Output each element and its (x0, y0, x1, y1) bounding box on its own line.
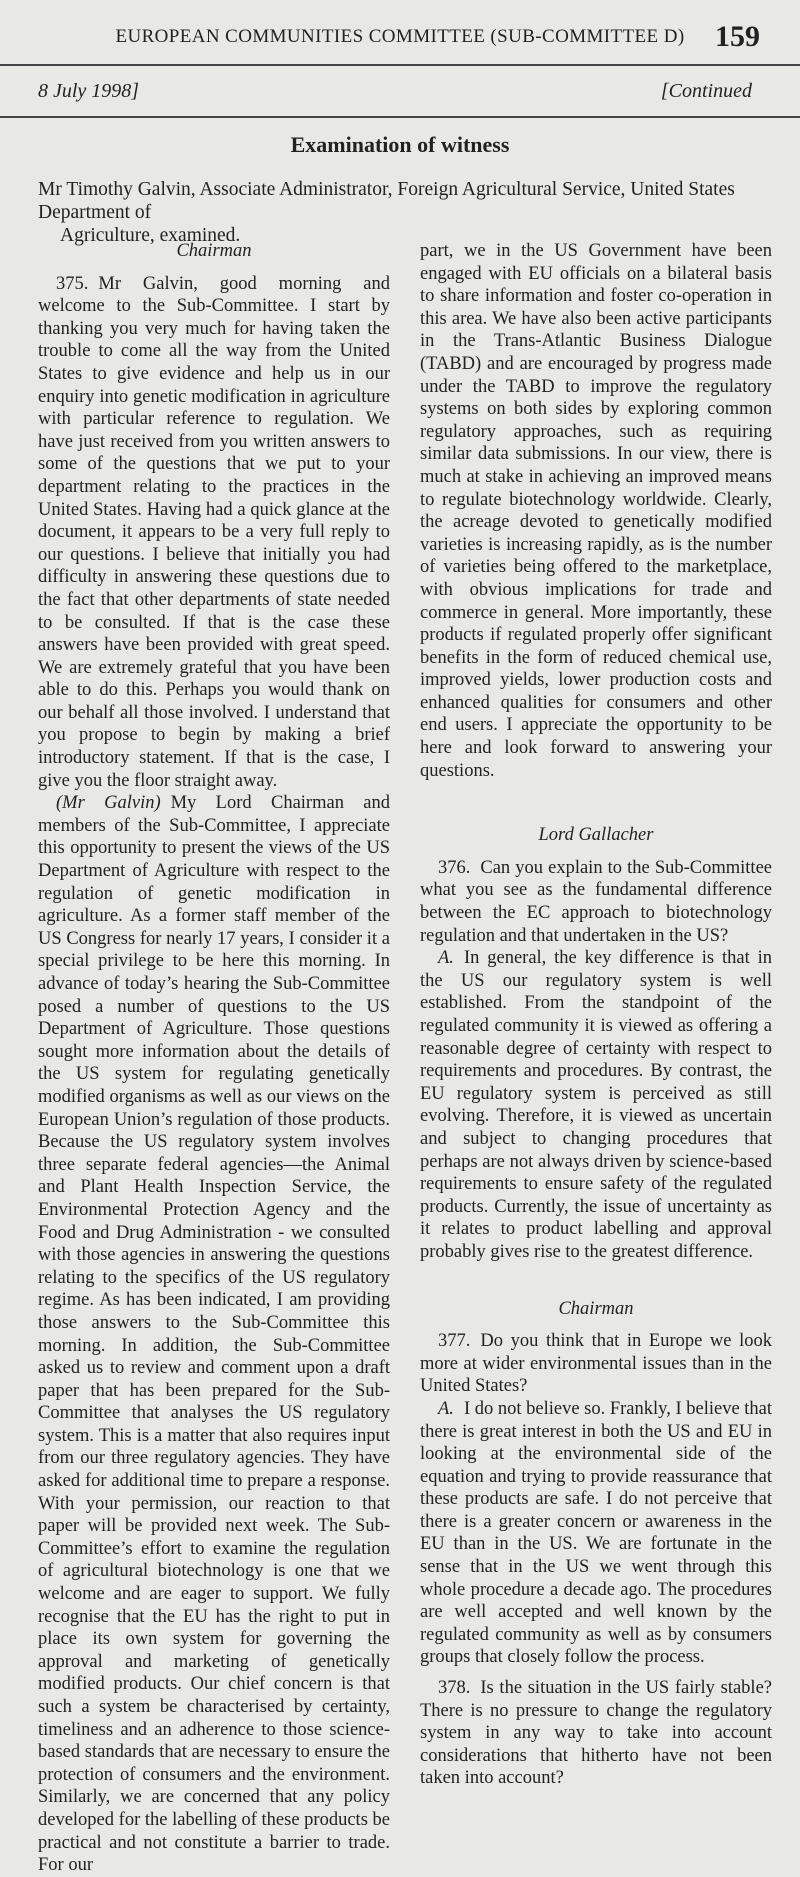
answer-label: A. (438, 1398, 454, 1419)
speaker-heading: Chairman (176, 241, 252, 261)
subheader-rule (0, 116, 800, 118)
answer-375 (38, 792, 390, 1877)
speaker-heading: Chairman (558, 1298, 634, 1319)
witness-line-1: Mr Timothy Galvin, Associate Administrator, Foreign Agricultural Service, United States Department of (38, 179, 735, 223)
question-text: Can you explain to the Sub-Committee what you see as the fundamental difference between the EC approach to biotechnology regulation and that undertaken in the US? (420, 857, 772, 946)
speaker-heading: Lord Gallacher (538, 825, 654, 846)
question-number: 377. (438, 1331, 471, 1352)
answer-text: In general, the key difference is that in the US our regulatory system is well established. From the standpoint of the regulated community it is viewed as offering a reasonable degree of certainty with respect to requirements and procedures. By contrast, the EU regulatory system is perceived as still evolving. Therefore, it is viewed as uncertain and subject to changing procedures that perhaps are not always driven by science-based requirements to ensure safety of the regulated products. Currently, the issue of uncertainty as it relates to product labelling and approval probably gives rise to the greatest difference. (420, 948, 772, 1262)
page-number: 159 (715, 20, 760, 53)
spacer (420, 782, 772, 824)
question-375 (38, 273, 390, 793)
witness-description (38, 178, 768, 247)
question-number: 376. (438, 857, 471, 878)
question-number: 378. (438, 1678, 471, 1699)
running-head (0, 20, 800, 60)
spacer (420, 1669, 772, 1677)
section-title: Examination of witness (290, 132, 510, 157)
left-column (38, 240, 390, 1877)
answer-speaker: (Mr Galvin) (56, 793, 161, 814)
witness-line-2: Agriculture, examined. (60, 225, 241, 246)
header-rule (0, 64, 800, 66)
answer-label: A. (438, 948, 454, 969)
hearing-date: 8 July 1998] (38, 80, 140, 102)
question-number: 375. (56, 273, 89, 294)
question-text: Do you think that in Europe we look more at wider environmental issues than in the United States? (420, 1331, 772, 1397)
answer-text: My Lord Chairman and members of the Sub-Committee, I appreciate this opportunity to present the views of the US Department of Agriculture with respect to the regulation of genetic modification in agriculture. As a former staff member of the US Congress for nearly 17 years, I consider it a special privilege to be here this morning. In advance of today’s hearing the Sub-Committee posed a number of questions to the US Department of Agriculture. Those questions sought more information about the details of the US system for regulating genetically modified organisms as well as our views on the European Union’s regulation of those products. Because the US regulatory system involves three separate federal agencies—the Animal and Plant Health Inspection Service, the Environmental Protection Agency and the Food and Drug Administration - we consulted with those agencies in answering the questions relating to the specifics of the US regulatory regime. As has been indicated, I am providing those answers to the Sub-Committee this morning. In addition, the Sub-Committee asked us to review and comment upon a draft paper that has been prepared for the Sub-Committee that analyses the US regulatory system. This is a matter that also requires input from our three regulatory agencies. They have asked for additional time to prepare a response. With your permission, our reaction to that paper will be provided next week. The Sub-Committee’s effort to examine the regulation of agricultural biotechnology is one that we welcome and are eager to support. We fully recognise that the EU has the right to put in place its own system for governing the approval and marketing of genetically modified products. Our chief concern is that such a system be characterised by certainty, timeliness and an adherence to those science-based standards that are necessary to ensure the protection of consumers and the environment. Similarly, we are concerned that any policy developed for the labelling of these products be practical and not constitute a barrier to trade. For our (38, 793, 390, 1876)
answer-text: I do not believe so. Frankly, I believe that there is great interest in both the US and EU in looking at the environmental side of the equation and trying to provide reassurance that these products are safe. I do not perceive that there is a greater concern or awareness in the EU than in the US. We are fortunate in the sense that in the US we went through this whole procedure a decade ago. The procedures are well accepted and well known by the regulated community as well as by consumers groups that closely follow the process. (420, 1398, 773, 1668)
spacer (420, 1264, 772, 1298)
right-column (420, 240, 772, 1790)
question-text: Mr Galvin, good morning and welcome to the Sub-Committee. I start by thanking you very much for having taken the trouble to come all the way from the United States to give evidence and help us in our enquiry into genetic modification in agriculture with particular reference to regulation. We have just received from you written answers to some of the questions that we put to your department relating to the practices in the United States. Having had a quick glance at the document, it appears to be a very full reply to our questions. I believe that initially you had difficulty in answering these questions due to the fact that other departments of state needed to be consulted. If that is the case these answers have been provided with great speed. We are extremely grateful that you have been able to do this. Perhaps you would thank on our behalf all those involved. I understand that you propose to begin by making a brief introductory statement. If that is the case, I give you the floor straight away. (38, 273, 390, 791)
question-377 (420, 1330, 772, 1398)
question-text: Is the situation in the US fairly stable? There is no pressure to change the regulatory system in any way to take into account considerations that hitherto have not been taken into account? (420, 1678, 772, 1789)
answer-continuation: part, we in the US Government have been engaged with EU officials on a bilateral basis to share information and foster co-operation in this area. We have also been active participants in the Trans-Atlantic Business Dialogue (TABD) and are encouraged by progress made under the TABD to improve the regulatory systems on both sides by exploring common regulatory approaches, such as requiring similar data submissions. In our view, there is much at stake in achieving an improved means to regulate biotechnology worldwide. Clearly, the acreage devoted to genetically modified varieties is increasing rapidly, as is the number of varieties being offered to the marketplace, with obvious implications for trade and commerce in general. More importantly, these products if regulated properly offer significant benefits in the form of reduced chemical use, improved yields, lower production costs and enhanced qualities for consumers and other end users. I appreciate the opportunity to be here and look forward to answering your questions. (420, 241, 772, 781)
continued-label: [Continued (660, 80, 752, 102)
question-378 (420, 1677, 772, 1790)
running-title: EUROPEAN COMMUNITIES COMMITTEE (SUB-COMMITTEE D) (115, 26, 685, 47)
question-376 (420, 857, 772, 947)
answer-376 (420, 947, 772, 1263)
answer-377 (420, 1398, 772, 1669)
